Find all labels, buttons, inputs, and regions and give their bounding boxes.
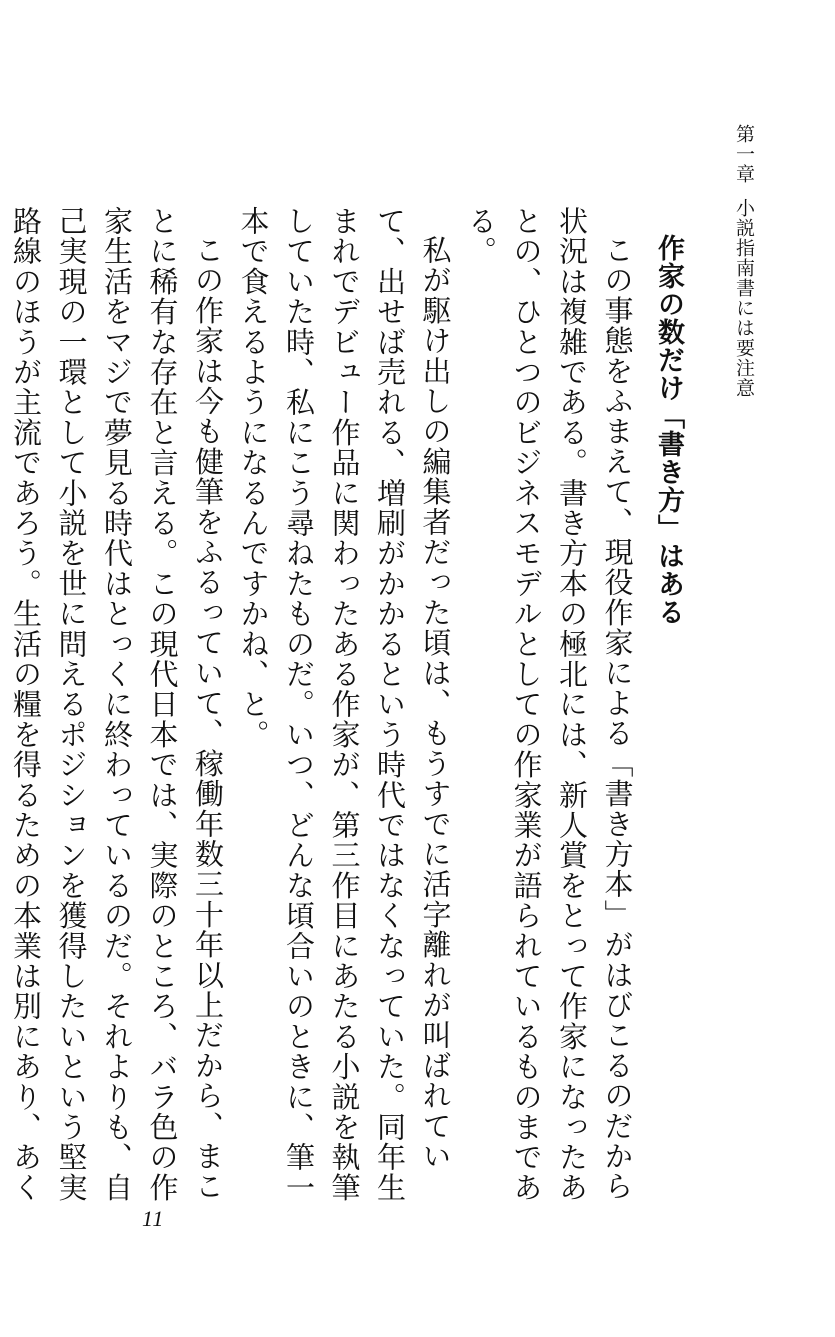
paragraph: この作家は今も健筆をふるっていて、稼働年数三十年以上だから、まことに稀有な存在と言える。この現代日本では、実際のところ、バラ色の作家生活をマジで夢見る時代はとっくに終わっているのだ。それよりも、自己実現の一環として小説を世に問えるポジションを獲得したいという堅実路線のほうが主流であろう。生活の糧を得るための本業は別にあり、あく — [9, 206, 225, 1203]
body-text — [9, 206, 691, 1206]
running-head-chapter: 第一章 — [733, 124, 755, 184]
paragraph: 私が駆け出しの編集者だった頃は、もうすでに活字離れが叫ばれていて、出せば売れる、増刷がかかるという時代ではなくなっていた。同年生まれでデビュー作品に関わったある作家が、第三作目にあたる小説を執筆していた時、私にこう尋ねたものだ。いつ、どんな頃合いのときに、筆一本で食えるようになるんですかね、と。 — [236, 206, 453, 1203]
running-head-title: 小説指南書には要注意 — [733, 198, 755, 398]
page-number: 11 — [142, 1206, 165, 1231]
running-head — [440, 124, 760, 398]
section-heading: 作家の数だけ「書き方」はある — [653, 234, 684, 626]
paragraph: この事態をふまえて、現役作家による「書き方本」がはびこるのだから状況は複雑である。書き方本の極北には、新人賞をとって作家になったあとの、ひとつのビジネスモデルとしての作家業が語られているものまである。 — [464, 206, 635, 1203]
